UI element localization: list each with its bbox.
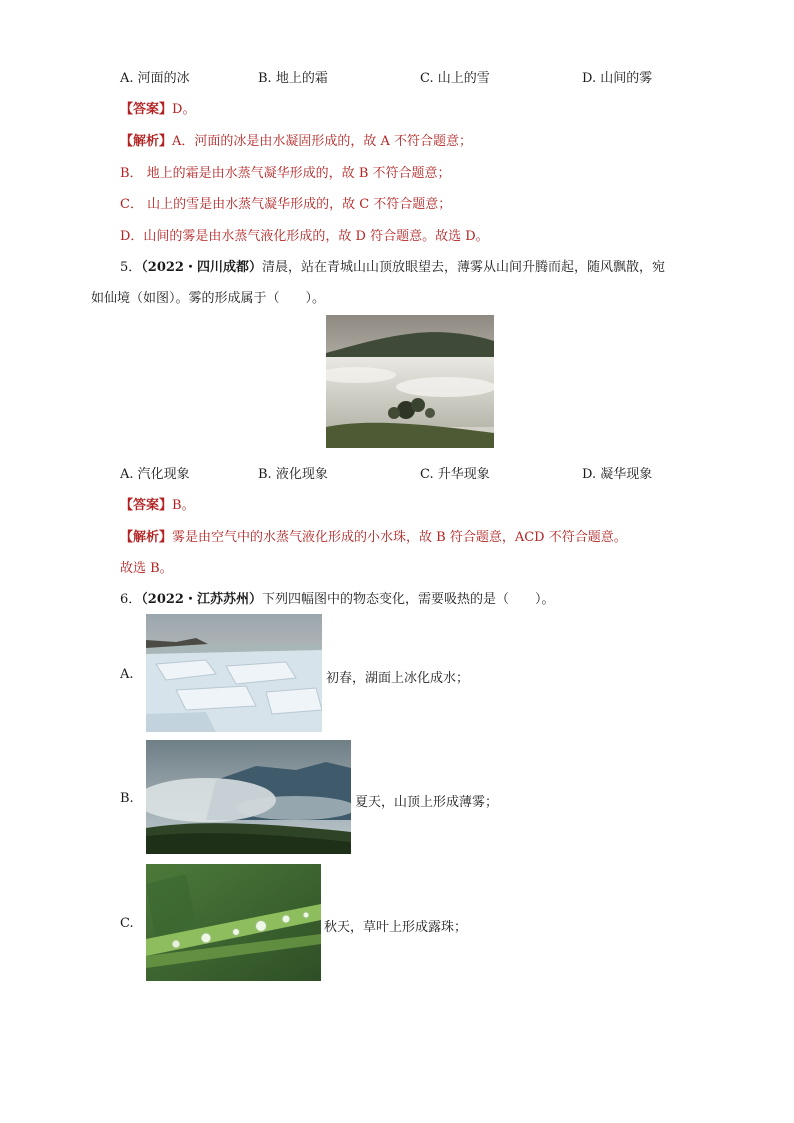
q4-analysis-line-2: B． 地上的霜是由水蒸气凝华形成的，故 B 不符合题意；	[120, 166, 451, 181]
q5-option-d: D. 凝华现象	[582, 467, 653, 482]
analysis-tag: 【解析】	[120, 134, 173, 149]
q6-source: （2022・江苏苏州）	[141, 592, 262, 607]
q6-number: 6．	[120, 592, 142, 607]
q6-choice-c-dewdrops-image	[146, 864, 321, 981]
q4-option-a: A. 河面的冰	[120, 71, 190, 86]
q4-option-d: D. 山间的雾	[582, 71, 653, 86]
q4-analysis-line-1: 【解析】A．河面的冰是由水凝固形成的，故 A 不符合题意；	[120, 134, 473, 149]
answer-value: D。	[172, 102, 196, 117]
q6-choice-a-ice-lake-image	[146, 614, 322, 732]
q6-choice-c-text: 秋天，草叶上形成露珠；	[324, 920, 468, 935]
q6-stem: 6．（2022・江苏苏州）下列四幅图中的物态变化，需要吸热的是（ ）。	[120, 592, 555, 607]
q5-fog-mountain-image	[326, 315, 494, 448]
q5-analysis: 【解析】雾是由空气中的水蒸气液化形成的小水珠，故 B 符合题意，ACD 不符合题意。	[120, 530, 627, 545]
q5-option-b: B. 液化现象	[258, 467, 328, 482]
q5-answer: 【答案】B。	[120, 498, 195, 513]
q5-stem-line-2: 如仙境（如图）。雾的形成属于（ ）。	[91, 291, 326, 306]
q5-conclusion: 故选 B。	[120, 561, 173, 576]
q4-answer	[120, 98, 195, 117]
q5-option-c: C. 升华现象	[420, 467, 490, 482]
q5-option-a: A. 汽化现象	[120, 467, 190, 482]
q4-analysis-line-4: D．山间的雾是由水蒸气液化形成的，故 D 符合题意。故选 D。	[120, 229, 489, 244]
q5-source: （2022・四川成都）	[141, 260, 262, 275]
answer-tag: 【答案】	[120, 102, 173, 117]
q6-choice-c-letter: C.	[120, 916, 134, 931]
q5-number: 5．	[120, 260, 142, 275]
q6-choice-a-text: 初春，湖面上冰化成水；	[326, 671, 470, 686]
q4-option-c: C. 山上的雪	[420, 71, 490, 86]
q6-choice-b-mountain-fog-image	[146, 740, 351, 854]
q6-choice-b-letter: B.	[120, 791, 134, 806]
q6-choice-a-letter: A.	[120, 667, 134, 682]
q5-stem-line-1: 5．（2022・四川成都）清晨，站在青城山山顶放眼望去，薄雾从山间升腾而起，随风飘散，宛	[120, 260, 665, 275]
q6-choice-b-text: 夏天，山顶上形成薄雾；	[355, 795, 499, 810]
q4-option-b: B. 地上的霜	[258, 71, 328, 86]
q4-analysis-line-3: C． 山上的雪是由水蒸气凝华形成的，故 C 不符合题意；	[120, 197, 452, 212]
